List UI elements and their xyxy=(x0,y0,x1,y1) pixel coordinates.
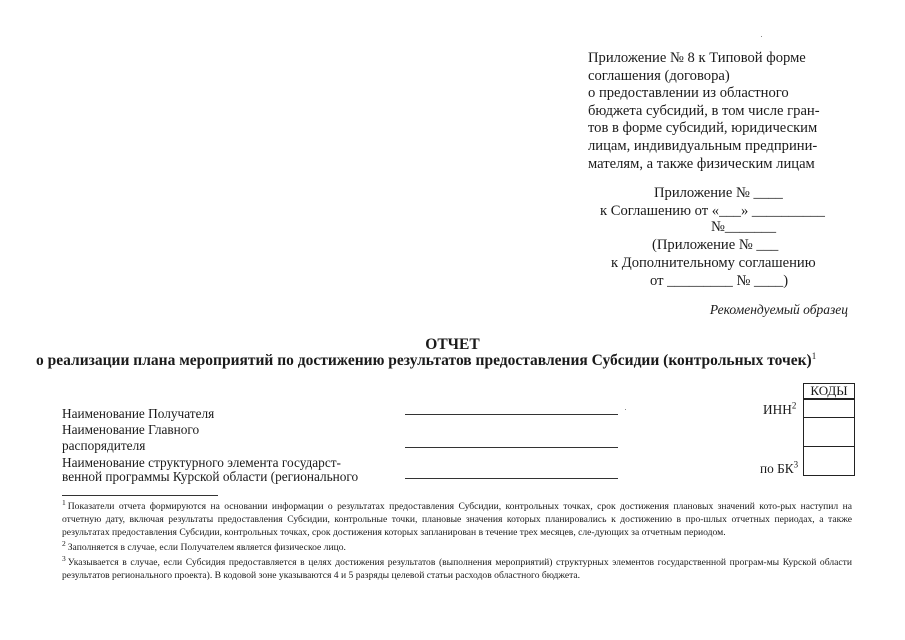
codes-cell-inn xyxy=(803,417,855,447)
codes-header: КОДЫ xyxy=(803,383,855,399)
element-label-1: Наименование структурного элемента государст- xyxy=(62,455,341,470)
codes-cell-top xyxy=(803,399,855,418)
manager-underline xyxy=(405,447,618,448)
sample-label: Рекомендуемый образец xyxy=(709,302,848,317)
reference-line: №_______ xyxy=(711,219,777,235)
inn-label xyxy=(763,402,796,418)
reference-line: к Дополнительному соглашению xyxy=(611,255,816,271)
bk-label xyxy=(760,461,798,477)
footnote xyxy=(62,553,852,582)
bk-text: по БК xyxy=(760,461,794,476)
appendix-line: Приложение № 8 к Типовой форме xyxy=(588,50,806,66)
reference-line: Приложение № ____ xyxy=(654,185,783,201)
appendix-line: тов в форме субсидий, юридическим xyxy=(588,120,818,137)
reference-line: от _________ № ____) xyxy=(650,273,789,289)
appendix-line: о предоставлении из областного xyxy=(588,85,789,102)
footnote-text: Показатели отчета формируются на основании информации о результатах предоставления Субсидии, контрольных точках, срок достижения плановых значений кото-рых наступил на отчетную дату, включая результаты предоставления Субсидии, контрольные точки, плановые значения которых планировались к достижению в про-шлых отчетных периодах, а также результатах предоставления Субсидии, контрольных точках, срок достижения которых запланирован в течение трех месяцев, сле-дующих за отчетным периодом. xyxy=(62,501,852,538)
footnote-divider xyxy=(62,495,218,496)
footnote-ref: 1 xyxy=(811,350,817,361)
reference-line: (Приложение № ___ xyxy=(652,237,779,253)
element-underline xyxy=(405,478,618,479)
appendix-line: лицам, индивидуальным предприни- xyxy=(588,137,818,154)
footnote-text: Указывается в случае, если Субсидия предоставляется в целях достижения результатов (выполнения мероприятий) структурных элементов государственной програм-мы Курской области результатов регионального проекта). В кодовой зоне указываются 4 и 5 разряды целевой статьи расходов областного бюджета. xyxy=(62,557,852,581)
footnote-number: 2 xyxy=(62,538,66,548)
reference-line: к Соглашению от «___» __________ xyxy=(600,203,825,219)
footnote xyxy=(62,497,852,539)
footnotes xyxy=(62,497,852,584)
footnote-number: 3 xyxy=(62,553,66,563)
appendix-line: бюджета субсидий, в том числе гран- xyxy=(588,102,820,119)
scan-speck xyxy=(761,36,762,37)
footnote-ref: 2 xyxy=(791,400,797,411)
manager-label-1: Наименование Главного xyxy=(62,422,200,437)
appendix-line: соглашения (договора) xyxy=(588,67,730,84)
recipient-label: Наименование Получателя xyxy=(62,406,215,421)
manager-label-2: распорядителя xyxy=(62,438,146,453)
footnote-text: Заполняется в случае, если Получателем является физическое лицо. xyxy=(67,542,346,553)
report-subtitle xyxy=(36,352,816,370)
footnote xyxy=(62,538,852,554)
subtitle-text: о реализации плана мероприятий по достижению результатов предоставления Субсидии (контрольных точек) xyxy=(36,352,812,369)
codes-cell-bk xyxy=(803,446,855,476)
footnote-ref: 3 xyxy=(793,459,799,470)
report-title: ОТЧЕТ xyxy=(425,336,480,353)
recipient-underline xyxy=(405,414,618,415)
appendix-line: мателям, а также физическим лицам xyxy=(588,155,815,172)
appendix-header xyxy=(588,50,820,173)
element-label-2: венной программы Курской области (регионального xyxy=(62,469,359,484)
scan-speck xyxy=(625,409,626,410)
footnote-number: 1 xyxy=(62,497,66,507)
inn-text: ИНН xyxy=(763,402,792,417)
